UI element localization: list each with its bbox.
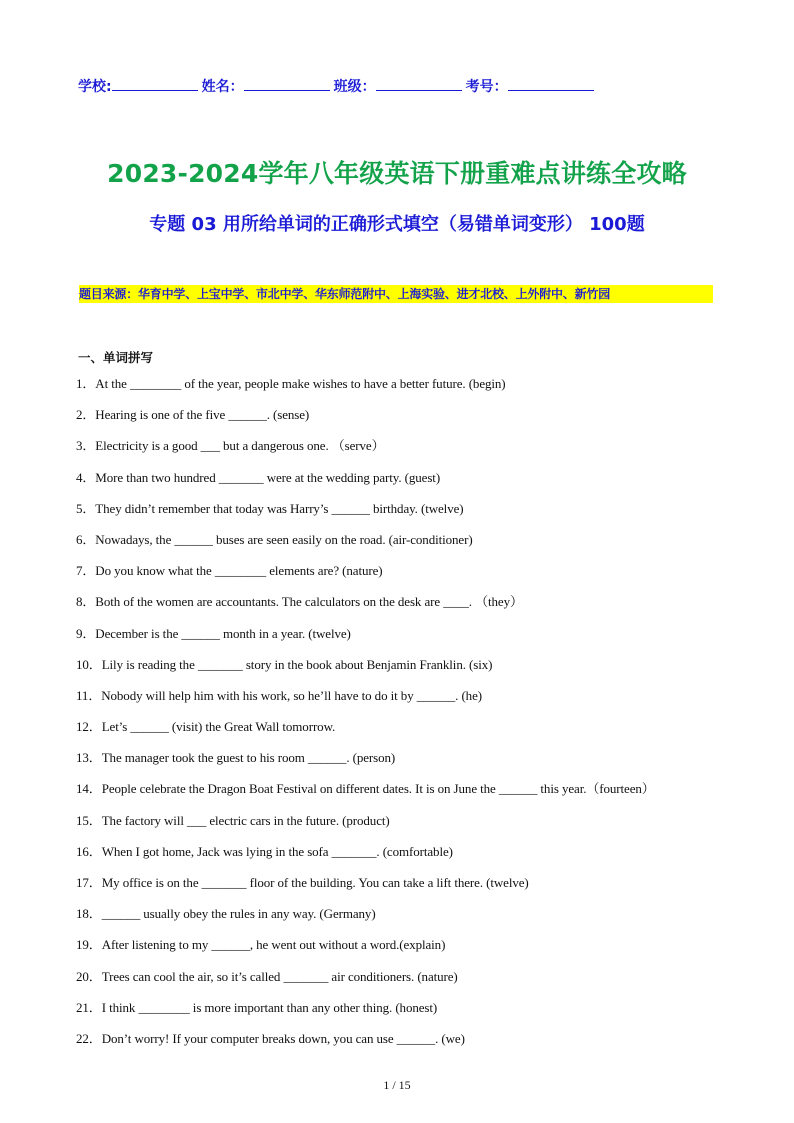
- source-banner: 题目来源：华育中学、上宝中学、市北中学、华东师范附中、上海实验、进才北校、上外附中、新竹园: [79, 285, 713, 303]
- question-item: 2．Hearing is one of the five ______. (sense): [76, 407, 310, 423]
- question-list: [76, 373, 736, 1059]
- question-item: 18．______ usually obey the rules in any way. (Germany): [76, 906, 376, 922]
- school-label: 学校:: [78, 79, 112, 95]
- question-item: 16．When I got home, Jack was lying in the sofa _______. (comfortable): [76, 843, 453, 859]
- question-item: 11．Nobody will help him with his work, so he’ll have to do it by ______. (he): [76, 687, 482, 703]
- question-item: 4．More than two hundred _______ were at the wedding party. (guest): [76, 469, 441, 485]
- question-item: 12．Let’s ______ (visit) the Great Wall tomorrow.: [76, 719, 336, 735]
- question-item: 17．My office is on the _______ floor of the building. You can take a lift there. (twelve): [76, 875, 529, 890]
- question-item: 14．People celebrate the Dragon Boat Festival on different dates. It is on June the ______ this year.（fourteen）: [76, 781, 655, 797]
- class-blank[interactable]: [376, 76, 462, 91]
- page-title: 2023-2024学年八年级英语下册重难点讲练全攻略: [107, 159, 687, 188]
- question-item: 5．They didn’t remember that today was Harry’s ______ birthday. (twelve): [76, 500, 464, 516]
- question-item: 15．The factory will ___ electric cars in the future. (product): [76, 812, 390, 828]
- question-item: 9．December is the ______ month in a year. (twelve): [76, 625, 351, 641]
- id-blank[interactable]: [508, 76, 594, 91]
- student-info-line: [78, 76, 598, 96]
- page-number: 1 / 15: [383, 1078, 411, 1092]
- question-item: 1．At the ________ of the year, people make wishes to have a better future. (begin): [76, 376, 506, 391]
- class-label: 班级：: [333, 79, 376, 95]
- question-item: 3．Electricity is a good ___ but a dangerous one. （serve）: [76, 438, 385, 454]
- id-label: 考号：: [465, 79, 508, 95]
- question-item: 19．After listening to my ______, he went out without a word.(explain): [76, 937, 446, 953]
- name-blank[interactable]: [244, 76, 330, 91]
- question-item: 13．The manager took the guest to his room ______. (person): [76, 750, 396, 766]
- page-subtitle: 专题 03 用所给单词的正确形式填空（易错单词变形） 100题: [149, 214, 645, 235]
- question-item: 21．I think ________ is more important than any other thing. (honest): [76, 999, 438, 1015]
- question-item: 7．Do you know what the ________ elements are? (nature): [76, 563, 383, 579]
- school-blank[interactable]: [112, 76, 198, 91]
- question-item: 6．Nowadays, the ______ buses are seen easily on the road. (air-conditioner): [76, 531, 473, 547]
- question-item: 10．Lily is reading the _______ story in the book about Benjamin Franklin. (six): [76, 656, 493, 672]
- question-item: 8．Both of the women are accountants. The calculators on the desk are ____. （they）: [76, 594, 523, 610]
- question-item: 20．Trees can cool the air, so it’s called _______ air conditioners. (nature): [76, 968, 458, 984]
- section-heading: 一、单词拼写: [78, 350, 154, 365]
- name-label: 姓名：: [201, 79, 244, 95]
- question-item: 22．Don’t worry! If your computer breaks down, you can use ______. (we): [76, 1030, 465, 1046]
